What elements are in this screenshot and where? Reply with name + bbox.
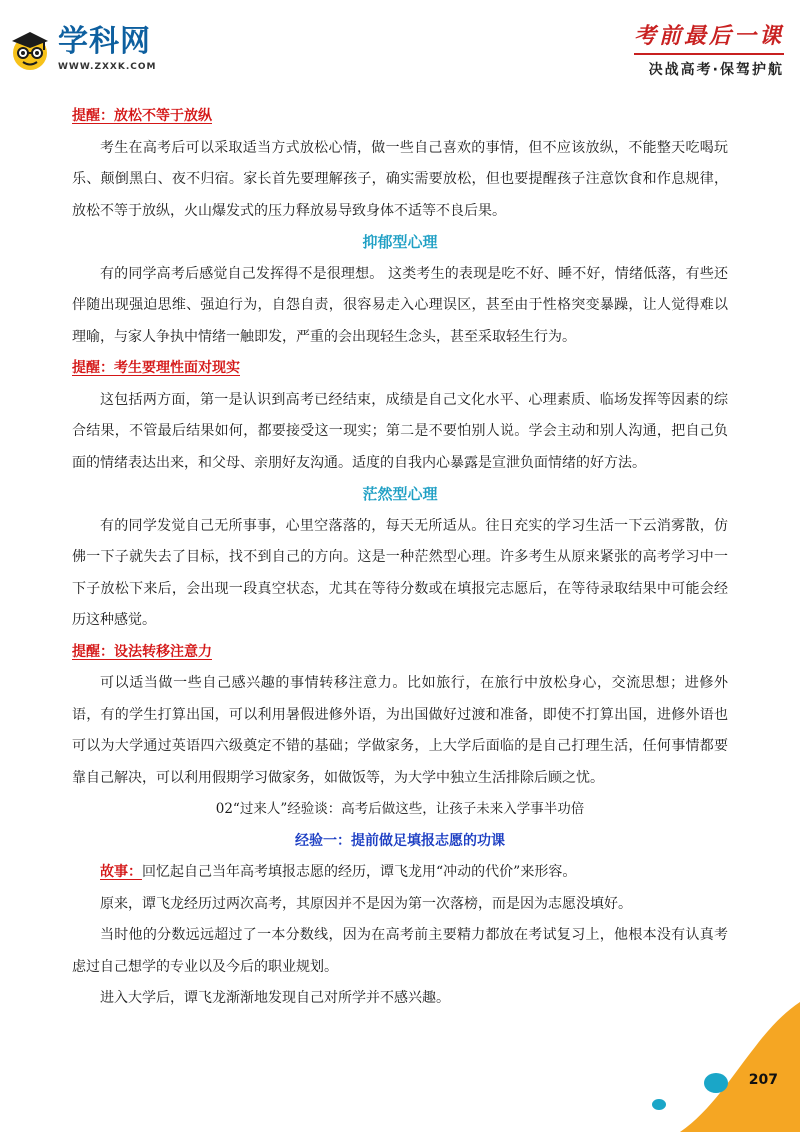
paragraph: 有的同学发觉自己无所事事，心里空落落的，每天无所适从。往日充实的学习生活一下云消雾散，仿佛一下子就失去了目标，找不到自己的方向。这是一种茫然型心理。许多考生从原来紧张的高考学习中一下子放松下来后，会出现一段真空状态，尤其在等待分数或在填报完志愿后，在等待录取结果中可能会经历这种感觉。 — [72, 517, 728, 628]
corner-decoration — [680, 1002, 800, 1132]
article-body — [72, 101, 728, 1015]
paragraph: 这包括两方面，第一是认识到高考已经结束，成绩是自己文化水平、心理素质、临场发挥等因素的综合结果，不管最后结果如何，都要接受这一现实；第二是不要怕别人说。学会主动和别人沟通，把自己负面的情绪表达出来，和父母、亲朋好友沟通。适度的自我内心暴露是宣泄负面情绪的好方法。 — [72, 391, 728, 471]
logo — [8, 24, 208, 76]
tip-heading — [72, 101, 728, 133]
tip-heading — [72, 353, 728, 385]
paragraph: 考生在高考后可以采取适当方式放松心情，做一些自己喜欢的事情，但不应该放纵，不能整天吃喝玩乐、颠倒黑白、夜不归宿。家长首先要理解孩子，确实需要放松，但也要提醒孩子注意饮食和作息规律，放松不等于放纵，火山爆发式的压力释放易导致身体不适等不良后果。 — [72, 139, 728, 219]
experience-heading: 经验一：提前做足填报志愿的功课 — [295, 832, 505, 849]
page-number: 207 — [748, 1072, 778, 1088]
paragraph: 进入大学后，谭飞龙渐渐地发现自己对所学并不感兴趣。 — [100, 990, 450, 1006]
logo-url: WWW.ZXXK.COM — [58, 62, 157, 72]
paragraph: 原来，谭飞龙经历过两次高考，其原因并不是因为第一次落榜，而是因为志愿没填好。 — [100, 895, 632, 912]
paragraph: 有的同学高考后感觉自己发挥得不是很理想。 这类考生的表现是吃不好、睡不好，情绪低落，有些还伴随出现强迫思维、强迫行为，自怨自责，很容易走入心理误区，甚至由于性格突变暴躁，让人觉得难以理喻，与家人争执中情绪一触即发，严重的会出现轻生念头，甚至采取轻生行为。 — [72, 265, 728, 345]
tip-text: 提醒：考生要理性面对现实 — [72, 360, 240, 376]
tip-text: 提醒：放松不等于放纵 — [72, 108, 212, 124]
tip-heading — [72, 637, 728, 669]
tip-text: 提醒：设法转移注意力 — [72, 643, 212, 660]
brand-divider — [634, 53, 784, 55]
story-label: 故事： — [100, 864, 142, 880]
logo-mascot-icon — [8, 28, 52, 72]
story-text: 回忆起自己当年高考填报志愿的经历，谭飞龙用“冲动的代价”来形容。 — [142, 864, 577, 880]
subtitle: 02“过来人”经验谈：高考后做这些，让孩子未来入学事半功倍 — [215, 801, 585, 817]
brand-subtitle: 决战高考·保驾护航 — [648, 62, 784, 78]
decor-dot-large — [704, 1073, 728, 1093]
brand-title: 考前最后一课 — [633, 23, 784, 49]
section-heading: 茫然型心理 — [362, 485, 438, 503]
brand-block — [634, 22, 784, 79]
logo-text: 学科网 — [58, 24, 151, 59]
story-paragraph — [72, 857, 728, 889]
section-heading: 抑郁型心理 — [362, 233, 438, 251]
paragraph: 当时他的分数远远超过了一本分数线，因为在高考前主要精力都放在考试复习上，他根本没有认真考虑过自己想学的专业以及今后的职业规划。 — [72, 927, 728, 975]
page-header — [0, 0, 800, 86]
decor-dot-small — [652, 1099, 666, 1110]
paragraph: 可以适当做一些自己感兴趣的事情转移注意力。比如旅行，在旅行中放松身心，交流思想；进修外语，有的学生打算出国，可以利用暑假进修外语，为出国做好过渡和准备，即使不打算出国，进修外语也可以为大学通过英语四六级奠定不错的基础；学做家务，上大学后面临的是自己打理生活，任何事情都要靠自己解决，可以利用假期学习做家务，如做饭等，为大学中独立生活排除后顾之忧。 — [72, 675, 728, 786]
